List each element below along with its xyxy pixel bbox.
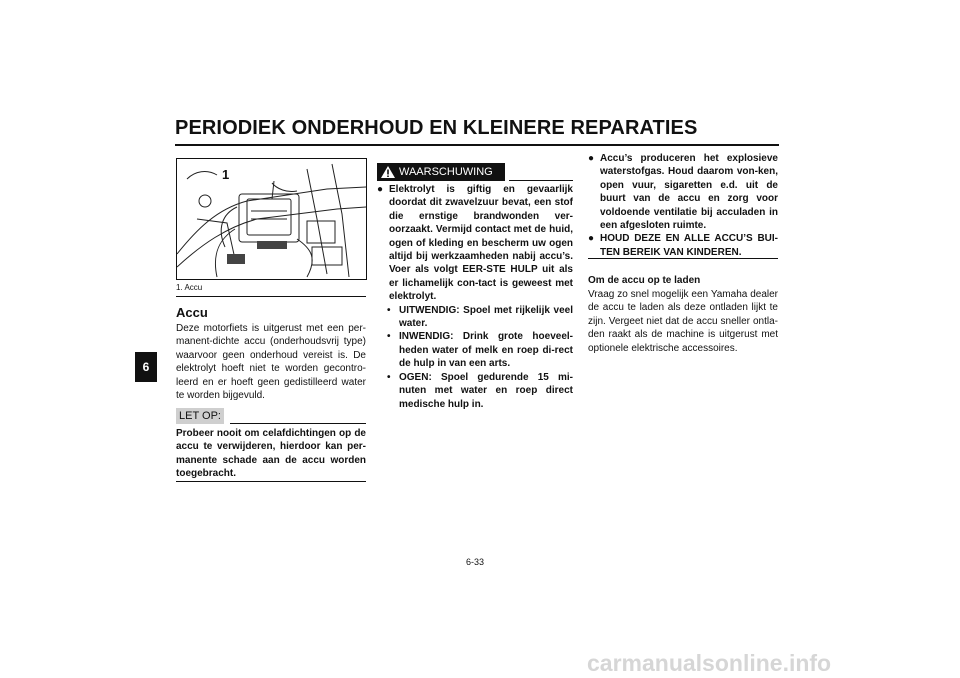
page-title: PERIODIEK ONDERHOUD EN KLEINERE REPARATIES [175,117,698,139]
figure-caption: 1. Accu [176,283,203,292]
warning-subitem-text: UITWENDIG: Spoel met rijkelijk veel water. [399,304,573,330]
battery-illustration [176,158,367,280]
sub-bullet-icon: • [387,371,391,383]
warning-label: WAARSCHUWING [399,166,493,178]
warning-item-text: Elektrolyt is giftig en gevaarlijk doordat dit zwavelzuur bevat, een stof die ernstige brandwonden ver-oorzaakt. Vermijd contact met de huid, ogen of kleding en bescherm uw ogen altijd bij werkzaamheden nabij accu’s. Voer als volgt EER-STE HULP uit als er lichamelijk con-tact is geweest met elektrolyt. [389,184,573,303]
bullet-icon: ● [377,184,384,195]
warning-list [377,183,573,411]
warning-triangle-icon [381,166,395,178]
warning-subitem-text: OGEN: Spoel gedurende 15 mi-nuten met water en roep direct medische hulp in. [399,371,573,410]
warning-subitem [377,330,573,370]
note-label: LET OP: [176,408,224,424]
charging-title: Om de accu op te laden [588,275,701,286]
warning-subitem-text: INWENDIG: Drink grote hoeveel-heden water of melk en roep di-rect de hulp in van een arts. [399,331,573,370]
bullet-icon: ● [588,233,595,245]
warning-item-text: HOUD DEZE EN ALLE ACCU’S BUI-TEN BEREIK VAN KINDEREN. [600,233,778,258]
sub-bullet-icon: • [387,304,391,316]
warning-item [588,232,778,259]
warning-bottom-rule [588,258,778,259]
note-text: Probeer nooit om celafdichtingen op de accu te verwijderen, hierdoor kan per-manente schade aan de accu worden toegebracht. [176,428,366,480]
section-paragraph: Deze motorfiets is uitgerust met een per-manent-dichte accu (onderhoudsvrij type) waarvoor geen onderhoud vereist is. De elektrolyt hoeft niet te worden gecontro-leerd en er hoeft geen gedistilleerd water te worden bijgevuld. [176,323,366,402]
warning-item [377,183,573,304]
charging-paragraph: Vraag zo snel mogelijk een Yamaha dealer de accu te laden als deze ontladen lijkt te zijn. Vergeet niet dat de accu sneller ontla-den raakt als de machine is uitgerust met optionele elektrische accessoires. [588,289,778,354]
bullet-icon: ● [588,153,595,164]
note-top-rule [230,423,366,424]
warning-subitem [377,304,573,331]
section-title: Accu [176,305,208,320]
note-bottom-rule [176,481,366,482]
sub-bullet-icon: • [387,331,391,343]
header-rule [175,144,779,146]
warning-subitem [377,371,573,411]
warning-label-box [377,163,505,181]
warning-item [588,152,778,232]
battery-drawing [177,159,366,279]
figure-callout-number: 1 [222,167,230,182]
warning-item-text: Accu’s produceren het explosieve waterstofgas. Houd daarom von-ken, open vuur, sigaretten e.d. uit de buurt van de accu en zorg voor voldoende ventilatie bij acculaden in een afgesloten ruimte. [600,153,778,232]
page-number: 6-33 [466,557,485,567]
chapter-tab: 6 [135,352,157,382]
warning-top-rule [509,180,573,181]
caption-rule [176,296,366,297]
warning-list-continued [588,152,778,259]
watermark: carmanualsonline.info [587,650,832,676]
